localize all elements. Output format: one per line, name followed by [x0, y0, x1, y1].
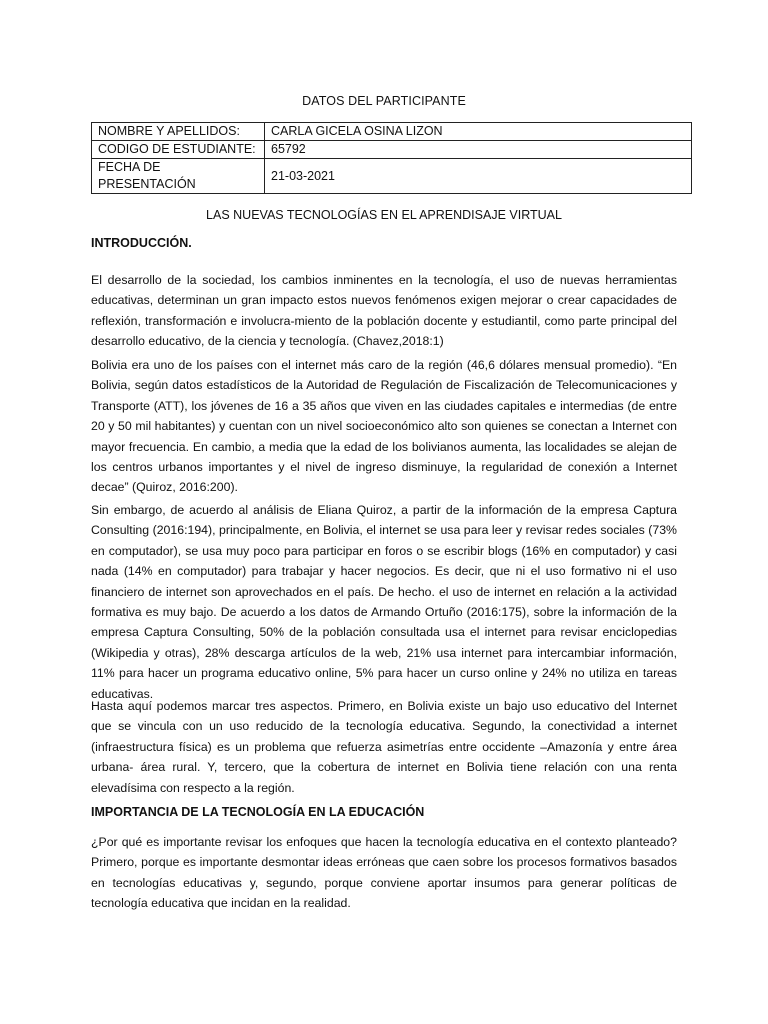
student-code-value: 65792: [265, 141, 692, 159]
importance-heading: IMPORTANCIA DE LA TECNOLOGÍA EN LA EDUCACIÓN: [91, 805, 425, 819]
paragraph-intro: El desarrollo de la sociedad, los cambios inminentes en la tecnología, el uso de nuevas herramientas educativas, determinan un gran impacto estos nuevos fenómenos exigen mejorar o crear capacidades de reflexión, transformación e involucra-miento de la población docente y estudiantil, como parte principal del desarrollo educativo, de la ciencia y tecnología. (Chavez,2018:1): [91, 273, 677, 349]
presentation-date-value: 21-03-2021: [265, 159, 692, 194]
introduction-heading: INTRODUCCIÓN.: [91, 236, 192, 250]
paragraph-three-aspects: Hasta aquí podemos marcar tres aspectos. Primero, en Bolivia existe un bajo uso educativo del Internet que se vincula con un uso reducido de la tecnología educativa. Segundo, la conectividad a internet (infraestructura física) es un problema que refuerza asimetrías entre occidente –Amazonía y entre área urbana- área rural. Y, tercero, que la cobertura de internet en Bolivia tiene relación con una renta elevadísima con respecto a la región.: [91, 699, 677, 795]
presentation-date-label: FECHA DE PRESENTACIÓN: [92, 159, 265, 194]
paragraph-bolivia-internet: Bolivia era uno de los países con el internet más caro de la región (46,6 dólares mensual promedio). “En Bolivia, según datos estadísticos de la Autoridad de Regulación de Fiscalización de Telecomunicaciones y Transporte (ATT), los jóvenes de 16 a 35 años que viven en las ciudades capitales e intermedias (de entre 20 y 50 mil habitantes) y cuentan con un nivel socioeconómico alto son quienes se conectan a Internet con mayor frecuencia. En cambio, a media que la edad de los bolivianos aumenta, las localidades se alejan de los centros urbanos importantes y el nivel de ingreso disminuye, la regularidad de conexión a Internet decae” (Quiroz, 2016:200).: [91, 358, 677, 495]
table-row: [92, 123, 692, 141]
table-row: [92, 159, 692, 194]
student-code-label: CODIGO DE ESTUDIANTE:: [92, 141, 265, 159]
paragraph-importance: ¿Por qué es importante revisar los enfoques que hacen la tecnología educativa en el contexto planteado? Primero, porque es importante desmontar ideas erróneas que caen sobre los procesos formativos basados en tecnologías educativas y, segundo, porque conviene aportar insumos para generar políticas de tecnología educativa que incidan en la realidad.: [91, 835, 677, 911]
name-label: NOMBRE Y APELLIDOS:: [92, 123, 265, 141]
section-title: LAS NUEVAS TECNOLOGÍAS EN EL APRENDISAJE VIRTUAL: [206, 208, 562, 222]
table-row: [92, 141, 692, 159]
participant-info-table: [91, 122, 692, 194]
document-title: DATOS DEL PARTICIPANTE: [302, 94, 466, 108]
paragraph-usage-analysis: Sin embargo, de acuerdo al análisis de Eliana Quiroz, a partir de la información de la empresa Captura Consulting (2016:194), principalmente, en Bolivia, el internet se usa para leer y revisar redes sociales (73% en computador), se usa muy poco para participar en foros o se escribir blogs (16% en computador) y casi nada (14% en computador) para trabajar y hacer negocios. Es decir, que ni el uso formativo ni el uso financiero de internet son aprovechados en el país. De hecho. el uso de internet en relación a la actividad formativa es muy bajo. De acuerdo a los datos de Armando Ortuño (2016:175), sobre la información de la empresa Captura Consulting, 50% de la población consultada usa el internet para revisar enciclopedias (Wikipedia y otras), 28% descarga artículos de la web, 21% usa internet para intercambiar información, 11% para hacer un programa educativo online, 5% para hacer un curso online y 24% no utiliza en tareas educativas.: [91, 503, 677, 701]
name-value: CARLA GICELA OSINA LIZON: [265, 123, 692, 141]
